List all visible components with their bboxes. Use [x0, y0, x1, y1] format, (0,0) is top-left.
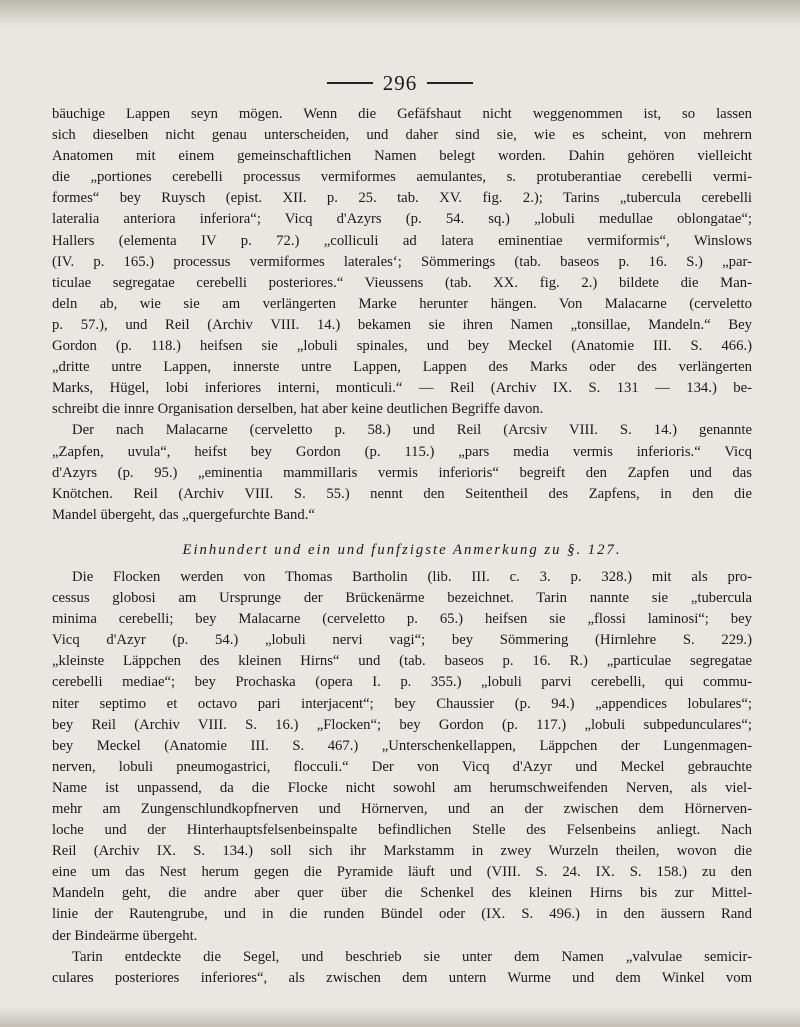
text-line: Die Flocken werden von Thomas Bartholin (lib. III. c. 3. p. 328.) mit als pro-	[72, 568, 752, 585]
text-line: formes“ bey Ruysch (epist. XII. p. 25. tab. XV. fig. 2.); Tarins „tubercula cerebelli	[52, 190, 752, 207]
body-text	[52, 104, 752, 989]
text-line: ticulae segregatae cerebelli posteriores.“ Vieussens (tab. XX. fig. 2.) bildete die Man-	[52, 274, 752, 291]
text-line: mehr am Zungenschlundkopfnerven und Hörnerven, und an der zwischen dem Hörnerven-	[52, 801, 752, 817]
text-line: „Zapfen, uvula“, heifst bey Gordon (p. 115.) „pars media vermis inferioris.“ Vicq	[52, 443, 752, 460]
text-line: Reil (Archiv IX. S. 134.) soll sich ihr Markstamm in zwey Wurzeln theilen, wovon die	[52, 843, 752, 860]
text-line: der Bindeärme übergeht.	[52, 927, 198, 944]
text-line: Gordon (p. 118.) heifsen sie „lobuli spinales, und bey Meckel (Anatomie III. S. 466.)	[52, 338, 752, 355]
text-line: d'Azyrs (p. 95.) „eminentia mammillaris vermis inferioris“ begreift den Zapfen und das	[52, 464, 752, 481]
text-line: cessus globosi am Ursprunge der Brückenärme bezeichnet. Tarin nannte sie „tubercula	[52, 590, 752, 607]
text-line: linie der Rautengrube, und in die runden Bündel oder (IX. S. 496.) in den äussern Rand	[52, 906, 752, 923]
text-line: culares posteriores inferiores“, als zwischen dem untern Wurme und dem Winkel vom	[52, 969, 752, 986]
text-line: Anatomen mit einem gemeinschaftlichen Namen belegt worden. Dahin gehören vielleicht	[52, 148, 752, 165]
text-line: minima cerebelli; bey Malacarne (cerveletto p. 65.) heifsen sie „flossi laminosi“; bey	[52, 611, 752, 628]
text-line: Knötchen. Reil (Archiv VIII. S. 55.) nennt den Seitentheil des Zapfens, in den die	[52, 485, 752, 502]
text-line: Mandel übergeht, das „quergefurchte Band.“	[52, 506, 315, 523]
header-rule-right	[427, 82, 473, 84]
text-line: cerebelli mediae“; bey Prochaska (opera I. p. 355.) „lobuli parvi cerebelli, qui commu-	[52, 674, 752, 691]
page-bottom-shadow	[0, 1007, 800, 1027]
text-line: eine um das Nest herum gegen die Pyramide läuft und (VIII. S. 24. IX. S. 158.) zu den	[52, 864, 752, 881]
page-top-shadow	[0, 0, 800, 28]
text-line: Hallers (elementa IV p. 72.) „colliculi ad latera eminentiae vermiformis“, Winslows	[52, 232, 752, 249]
text-line: Mandeln geht, die andre aber quer über die Schenkel des kleinen Hirns bis zur Mittel-	[52, 885, 752, 902]
text-line: „dritte untre Lappen, innerste untre Lappen, Lappen des Marks oder des verlängerten	[52, 359, 752, 376]
text-line: die „portiones cerebelli processus vermiformes aemulantes, s. protuberantiae cerebelli vermi-	[52, 169, 752, 186]
text-line: Vicq d'Azyr (p. 54.) „lobuli nervi vagi“; bey Sömmering (Hirnlehre S. 229.)	[52, 632, 752, 649]
text-line: bey Meckel (Anatomie III. S. 467.) „Unterschenkellappen, Läppchen der Lungenmagen-	[52, 737, 752, 754]
text-line: „kleinste Läppchen des kleinen Hirns“ und (tab. baseos p. 16. R.) „particulae segregatae	[52, 653, 752, 670]
header-rule-left	[327, 82, 373, 84]
text-line: Tarin entdeckte die Segel, und beschrieb sie unter dem Namen „valvulae semicir-	[72, 948, 752, 965]
text-line: Marks, Hügel, lobi inferiores interni, monticuli.“ — Reil (Archiv IX. S. 131 — 134.) be-	[52, 380, 752, 397]
page-number: 296	[382, 70, 418, 95]
text-line: Der nach Malacarne (cerveletto p. 58.) und Reil (Arcsiv VIII. S. 14.) genannte	[72, 422, 752, 439]
text-line: nerven, lobuli pneumogastrici, flocculi.“ Der von Vicq d'Azyr und Meckel gebrauchte	[52, 758, 752, 775]
text-line: bey Reil (Archiv VIII. S. 16.) „Flocken“; bey Gordon (p. 117.) „lobuli subpedunculares“;	[52, 716, 752, 733]
text-line: niter septimo et octavo pari interjacent“; bey Chaussier (p. 94.) „appendices lobulares“;	[52, 695, 752, 712]
text-line: (IV. p. 165.) processus vermiformes laterales‘; Sömmerings (tab. baseos p. 16. S.) „par-	[52, 253, 752, 270]
text-line: sich dieselben nicht genau unterscheiden, und daher sind sie, wie es scheint, von mehrern	[52, 127, 752, 144]
page-header	[0, 68, 800, 98]
text-line: deln ab, wie sie am verlängerten Marke herunter hängen. Von Malacarne (cerveletto	[52, 295, 752, 312]
text-line: bäuchige Lappen seyn mögen. Wenn die Gefäfshaut nicht weggenommen ist, so lassen	[52, 106, 752, 122]
text-line: Name ist unpassend, da die Flocke nicht sowohl am herumschweifenden Nerven, als viel-	[52, 779, 752, 796]
text-line: p. 57.), und Reil (Archiv VIII. 14.) bekamen sie ihren Namen „tonsillae, Mandeln.“ Bey	[52, 316, 752, 333]
text-line: schreibt die innre Organisation derselben, hat aber keine deutlichen Begriffe davon.	[52, 401, 544, 418]
text-line: loche und der Hinterhauptsfelsenbeinspalte befindlichen Stelle des Felsenbeins anliegt. Nach	[52, 822, 752, 839]
section-heading: Einhundert und ein und funfzigste Anmerkung zu §. 127.	[182, 541, 622, 558]
text-line: lateralia anteriora inferiora“; Vicq d'Azyrs (p. 54. sq.) „lobuli medullae oblongatae“;	[52, 211, 752, 228]
